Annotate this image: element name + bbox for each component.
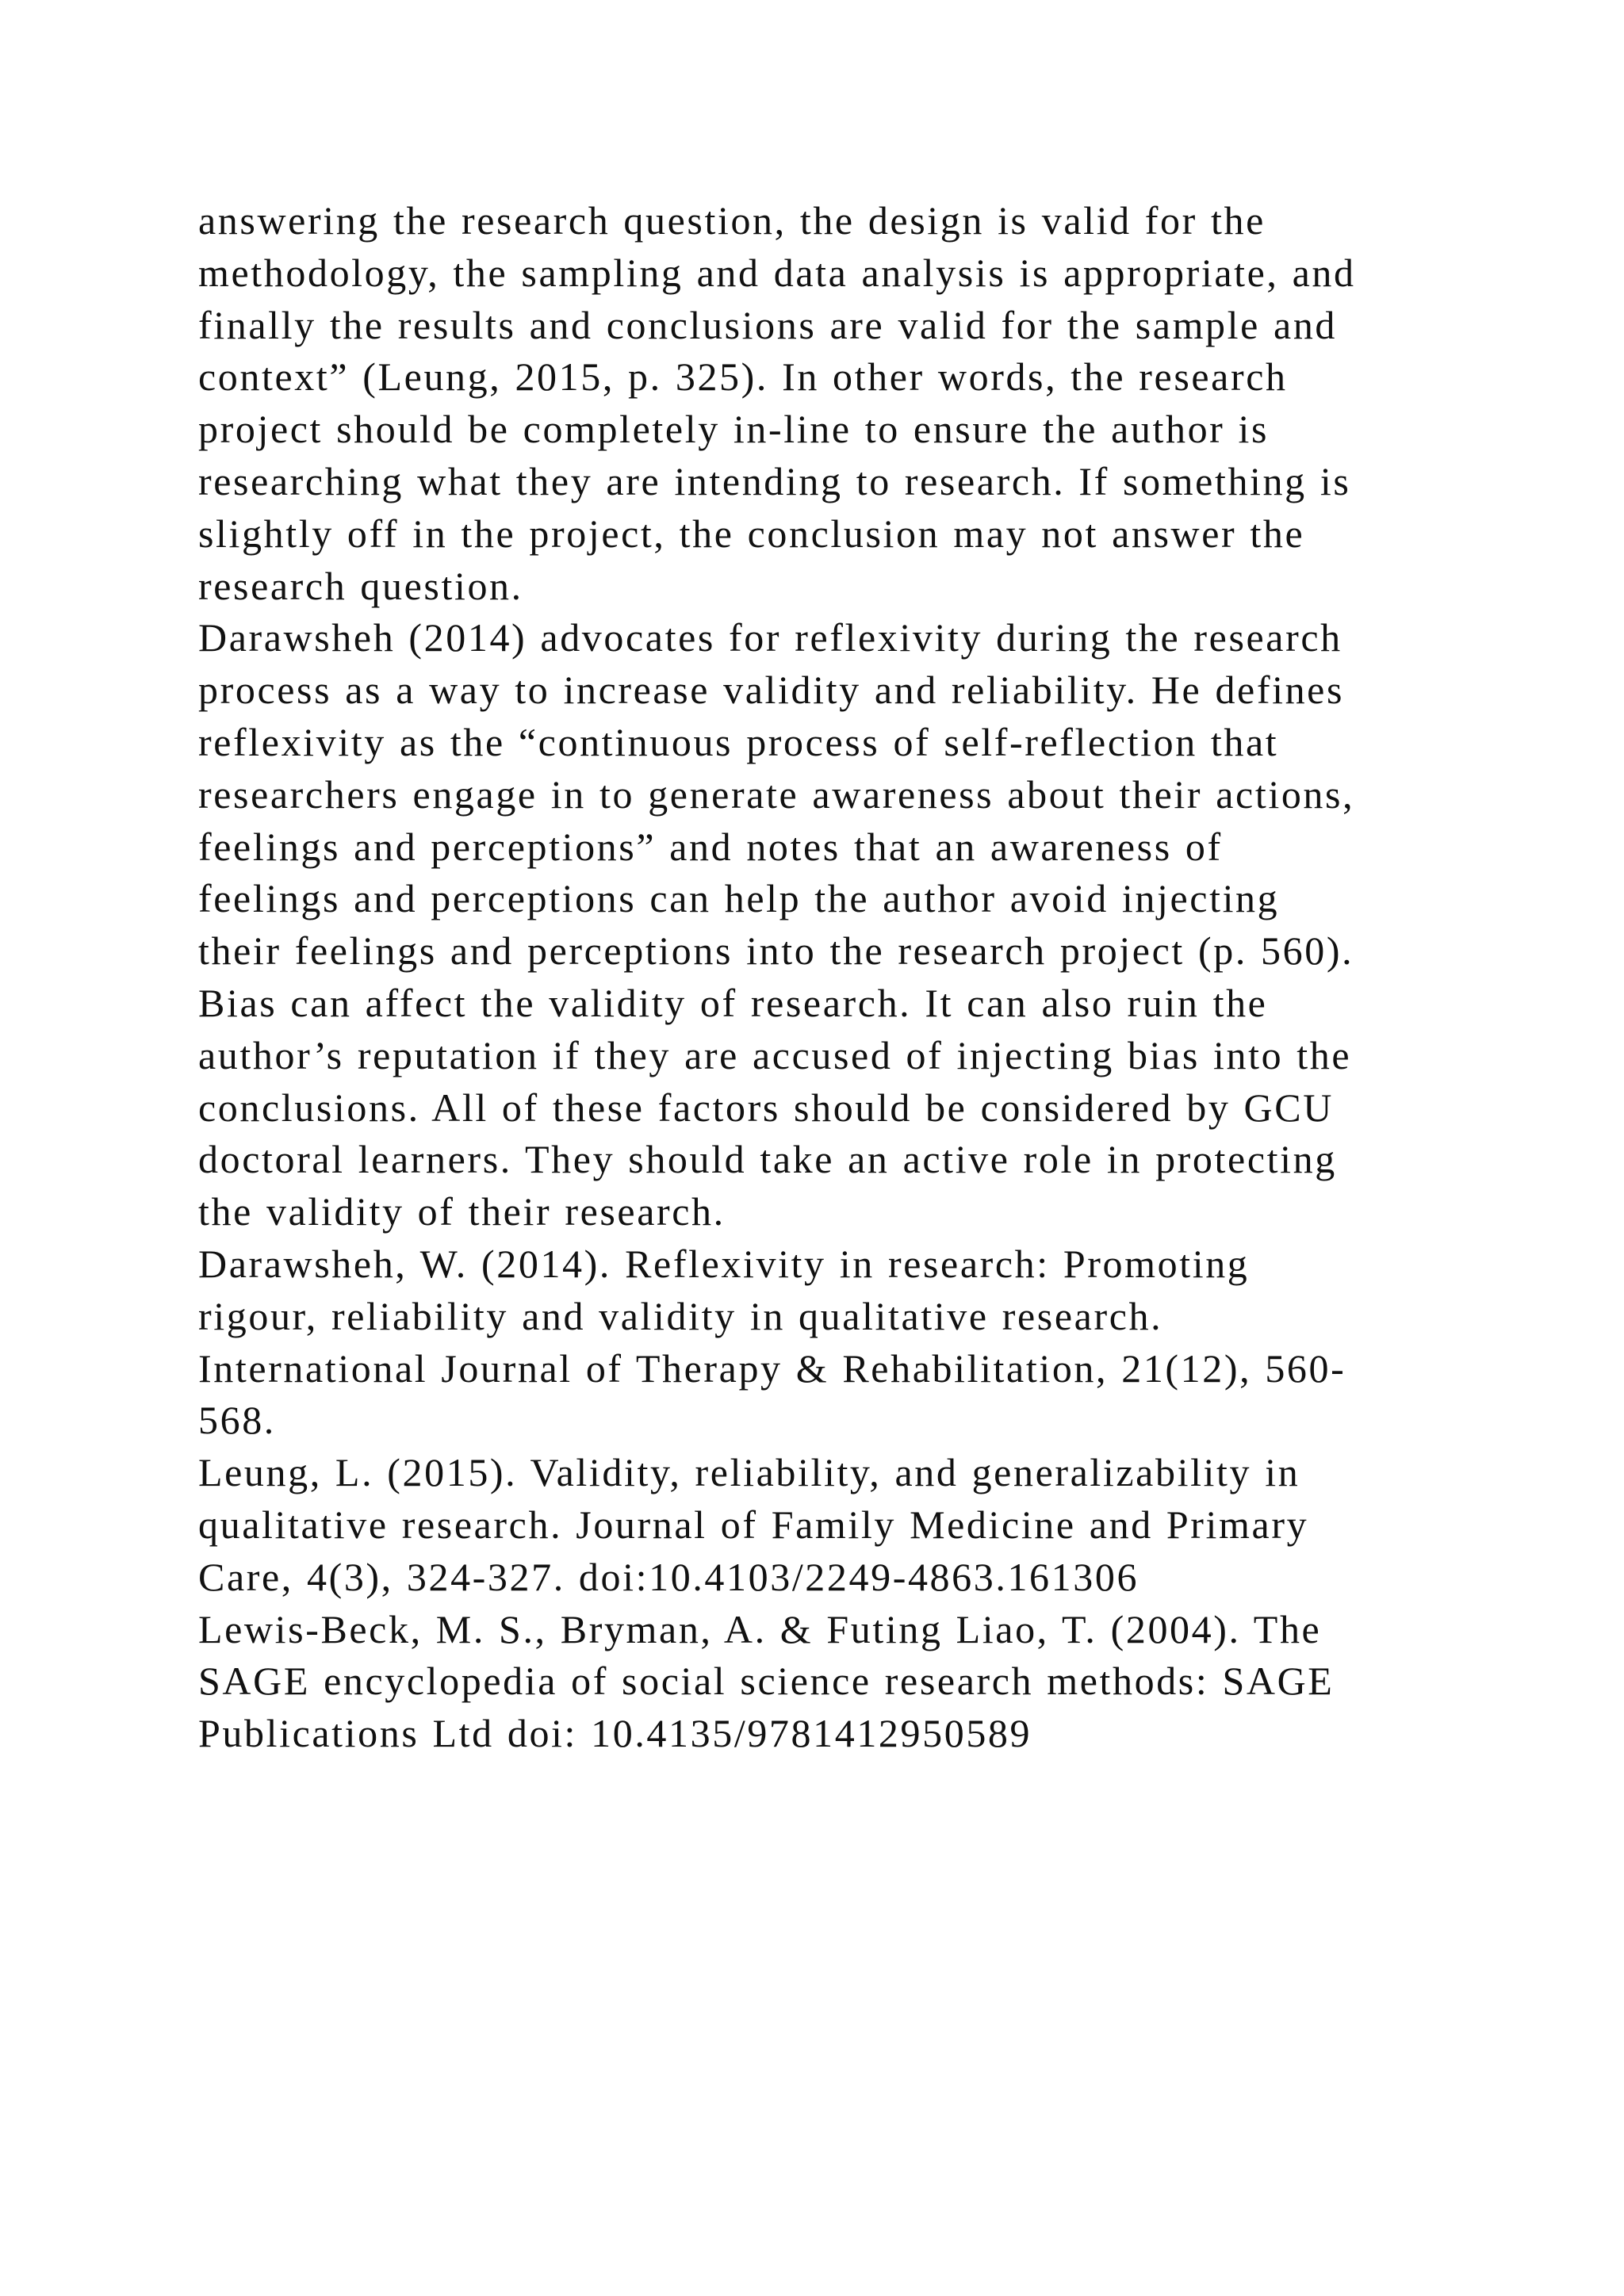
document-text [198,195,1562,1760]
reference-line: Leung, L. (2015). Validity, reliability, and generalizability in [198,1450,1300,1495]
text-line: methodology, the sampling and data analysis is appropriate, and [198,250,1356,295]
text-line: finally the results and conclusions are valid for the sample and [198,302,1338,347]
text-line: process as a way to increase validity and reliability. He defines [198,668,1345,713]
text-line: Bias can affect the validity of research. It can also ruin the [198,980,1268,1025]
text-line: answering the research question, the design is valid for the [198,198,1266,243]
text-line: project should be completely in-line to ensure the author is [198,407,1270,452]
text-line: context” (Leung, 2015, p. 325). In other words, the research [198,354,1288,400]
text-line: Darawsheh (2014) advocates for reflexivity during the research [198,615,1342,660]
reference-line: Publications Ltd doi: 10.4135/9781412950589 [198,1711,1032,1756]
text-line: the validity of their research. [198,1189,726,1234]
text-line: researching what they are intending to research. If something is [198,458,1351,503]
text-line: slightly off in the project, the conclusion may not answer the [198,511,1305,556]
reference-line: rigour, reliability and validity in qualitative research. [198,1293,1163,1338]
text-line: author’s reputation if they are accused of injecting bias into the [198,1032,1352,1077]
reference-line: Darawsheh, W. (2014). Reflexivity in research: Promoting [198,1241,1250,1286]
reference-line: qualitative research. Journal of Family Medicine and Primary [198,1502,1309,1547]
text-line: research question. [198,563,523,608]
reference-line: International Journal of Therapy & Rehabilitation, 21(12), 560- [198,1345,1346,1391]
text-line: doctoral learners. They should take an active role in protecting [198,1137,1337,1182]
text-line: researchers engage in to generate awareness about their actions, [198,771,1355,817]
reference-line: Care, 4(3), 324-327. doi:10.4103/2249-4863.161306 [198,1554,1139,1599]
text-line: their feelings and perceptions into the research project (p. 560). [198,928,1354,974]
text-line: feelings and perceptions” and notes that an awareness of [198,824,1223,869]
text-line: feelings and perceptions can help the author avoid injecting [198,876,1280,921]
text-line: conclusions. All of these factors should be considered by GCU [198,1085,1334,1130]
reference-line: Lewis-Beck, M. S., Bryman, A. & Futing Liao, T. (2004). The [198,1606,1322,1651]
text-line: reflexivity as the “continuous process of self-reflection that [198,719,1279,764]
reference-line: 568. [198,1398,276,1443]
reference-line: SAGE encyclopedia of social science research methods: SAGE [198,1659,1335,1704]
